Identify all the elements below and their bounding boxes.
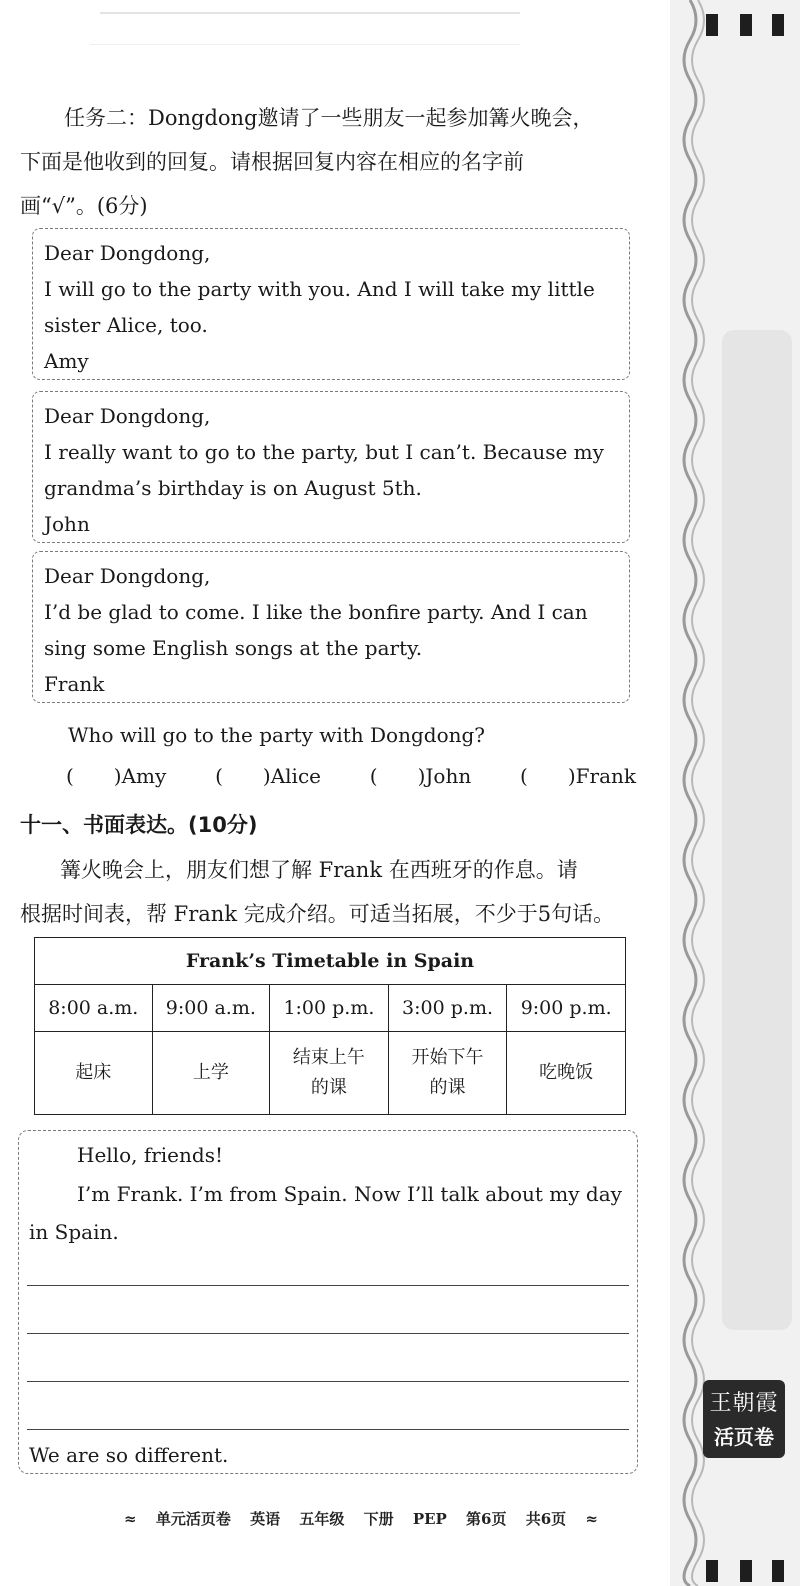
writing-intro: I’m Frank. I’m from Spain. Now I’ll talk about my day in Spain. xyxy=(29,1182,622,1244)
logo-line-1: 王朝霞 xyxy=(709,1391,779,1416)
binding-hole xyxy=(740,1560,752,1582)
footer-mark-right: ≈ xyxy=(585,1510,598,1528)
top-decor-line xyxy=(100,12,520,14)
letter-signature: John xyxy=(44,512,90,536)
binding-hole xyxy=(706,1560,718,1582)
binding-hole xyxy=(740,14,752,36)
letter-signature: Frank xyxy=(44,672,105,696)
footer-mark-left: ≈ xyxy=(124,1510,137,1528)
footer-item: PEP xyxy=(412,1510,447,1528)
activity-cell xyxy=(507,1032,626,1115)
task2-instructions xyxy=(20,96,650,228)
task2-line-1: 任务二：Dongdong邀请了一些朋友一起参加篝火晚会， xyxy=(64,106,594,130)
binding-hole xyxy=(772,14,784,36)
activity-cell xyxy=(270,1032,389,1115)
footer-item: 五年级 xyxy=(299,1510,345,1528)
activity-text: 起床 xyxy=(75,1062,112,1083)
activity-text: 结束上午 xyxy=(292,1047,365,1068)
writing-line[interactable] xyxy=(27,1429,629,1430)
writing-line[interactable] xyxy=(27,1333,629,1334)
timetable-title: Frank’s Timetable in Spain xyxy=(35,938,626,985)
question-text: Who will go to the party with Dongdong? xyxy=(68,723,486,747)
footer-item: 英语 xyxy=(250,1510,281,1528)
footer-item: 第6页 xyxy=(466,1510,507,1528)
option-alice[interactable]: ( )Alice xyxy=(215,764,321,788)
writing-line[interactable] xyxy=(27,1381,629,1382)
letter-body: grandma’s birthday is on August 5th. xyxy=(44,476,422,500)
writing-area[interactable] xyxy=(18,1130,638,1474)
reply-letter-frank xyxy=(32,551,630,703)
activity-cell xyxy=(388,1032,507,1115)
time-cell: 8:00 a.m. xyxy=(35,985,153,1032)
letter-greeting: Dear Dongdong, xyxy=(44,404,211,428)
option-frank[interactable]: ( )Frank xyxy=(520,764,636,788)
answer-options xyxy=(66,758,636,794)
logo-line-2: 活页卷 xyxy=(714,1425,774,1449)
letter-body: sister Alice, too. xyxy=(44,313,208,337)
letter-greeting: Dear Dongdong, xyxy=(44,241,211,265)
footer-item: 下册 xyxy=(363,1510,394,1528)
activity-text: 上学 xyxy=(192,1062,229,1083)
timetable xyxy=(34,937,626,1115)
option-amy[interactable]: ( )Amy xyxy=(66,764,167,788)
task2-line-2: 下面是他收到的回复。请根据回复内容在相应的名字前 xyxy=(20,150,524,174)
time-cell: 3:00 p.m. xyxy=(388,985,507,1032)
top-decor-line-2 xyxy=(90,44,520,45)
reply-letter-john xyxy=(32,391,630,543)
footer-item: 单元活页卷 xyxy=(155,1510,231,1528)
writing-closing: We are so different. xyxy=(29,1443,229,1467)
instr-line-1: 篝火晚会上，朋友们想了解 Frank 在西班牙的作息。请 xyxy=(60,858,578,882)
letter-body: I will go to the party with you. And I will take my little xyxy=(44,277,595,301)
time-cell: 9:00 p.m. xyxy=(507,985,626,1032)
activity-text: 的课 xyxy=(429,1077,466,1098)
activity-text: 开始下午 xyxy=(411,1047,484,1068)
activity-cell xyxy=(152,1032,270,1115)
binding-wave xyxy=(670,0,710,1586)
letter-body: I’d be glad to come. I like the bonfire party. And I can xyxy=(44,600,588,624)
writing-greeting: Hello, friends! xyxy=(77,1143,224,1167)
letter-body: I really want to go to the party, but I can’t. Because my xyxy=(44,440,604,464)
section-11-title: 十一、书面表达。(10分) xyxy=(20,813,258,837)
activity-text: 吃晚饭 xyxy=(539,1062,594,1083)
letter-signature: Amy xyxy=(44,349,89,373)
task2-line-3: 画“√”。(6分) xyxy=(20,194,148,218)
activity-text: 的课 xyxy=(310,1077,347,1098)
letter-body: sing some English songs at the party. xyxy=(44,636,423,660)
time-cell: 9:00 a.m. xyxy=(152,985,270,1032)
section-11-instructions xyxy=(20,848,650,936)
binding-hole xyxy=(772,1560,784,1582)
binding-strip xyxy=(670,0,800,1586)
writing-line[interactable] xyxy=(27,1285,629,1286)
brand-logo xyxy=(703,1380,785,1458)
reply-letter-amy xyxy=(32,228,630,380)
binding-hole xyxy=(706,14,718,36)
instr-line-2: 根据时间表，帮 Frank 完成介绍。可适当拓展，不少于5句话。 xyxy=(20,902,615,926)
option-john[interactable]: ( )John xyxy=(369,764,472,788)
time-cell: 1:00 p.m. xyxy=(270,985,389,1032)
activity-cell xyxy=(35,1032,153,1115)
binding-shade xyxy=(722,330,792,1330)
footer-item: 共6页 xyxy=(525,1510,567,1528)
letter-greeting: Dear Dongdong, xyxy=(44,564,211,588)
page-footer xyxy=(124,1508,612,1529)
